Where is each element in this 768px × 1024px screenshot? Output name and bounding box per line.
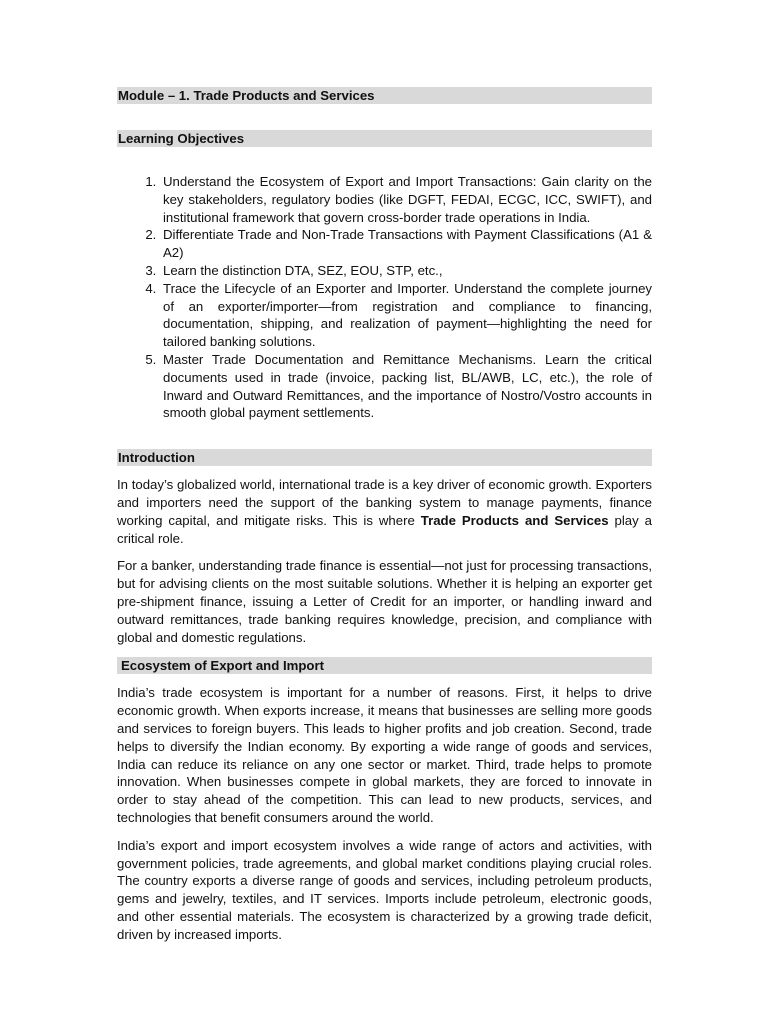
list-item: 4. Trace the Lifecycle of an Exporter and Importer. Understand the complete journey of an exporter/importer—from registration and compliance to financing, documentation, shipping, and realization of payment—highlighting the need for tailored banking solutions. <box>160 280 652 351</box>
ecosystem-paragraph-1: India’s trade ecosystem is important for a number of reasons. First, it helps to drive economic growth. When exports increase, it means that businesses are selling more goods and services to foreign buyers. This leads to higher profits and job creation. Second, trade helps to diversify the Indian economy. By exporting a wide range of goods and services, India can reduce its reliance on any one sector or market. Third, trade helps to promote innovation. When businesses compete in global markets, they are forced to innovate in order to stay ahead of the competition. This can lead to new products, services, and technologies that benefit consumers around the world. <box>117 685 652 825</box>
ecosystem-paragraph-2: India’s export and import ecosystem involves a wide range of actors and activities, with government policies, trade agreements, and global market conditions playing crucial roles. The country exports a diverse range of goods and services, including petroleum products, gems and jewelry, textiles, and IT services. Imports include petroleum, electronic goods, and other essential materials. The ecosystem is characterized by a growing trade deficit, driven by increased imports. <box>117 837 652 942</box>
ecosystem-heading: Ecosystem of Export and Import <box>117 657 652 674</box>
intro-text-end: play a critical role. <box>117 512 652 546</box>
module-title: Module – 1. Trade Products and Services <box>117 87 652 104</box>
intro-text: In today’s globalized world, international trade is a key driver of economic growth. Exporters and importers need the support of the banking system to manage payments, finance working capital, and mitigate risks. This is where <box>117 477 652 528</box>
learning-objectives-list <box>117 173 652 422</box>
list-item: 1. Understand the Ecosystem of Export and Import Transactions: Gain clarity on the key stakeholders, regulatory bodies (like DGFT, FEDAI, ECGC, ICC, SWIFT), and institutional framework that govern cross-border trade operations in India. <box>160 173 652 226</box>
document-page <box>117 87 652 943</box>
introduction-paragraph-2: For a banker, understanding trade finance is essential—not just for processing transactions, but for advising clients on the most suitable solutions. Whether it is helping an exporter get pre-shipment finance, issuing a Letter of Credit for an importer, or handling inward and outward remittances, trade banking requires knowledge, precision, and compliance with global and domestic regulations. <box>117 558 652 645</box>
list-item: 3. Learn the distinction DTA, SEZ, EOU, STP, etc., <box>160 262 652 280</box>
introduction-heading: Introduction <box>117 449 652 466</box>
intro-bold-text: Trade Products and Services <box>420 512 609 528</box>
introduction-paragraph-1 <box>117 476 652 547</box>
list-item: 5. Master Trade Documentation and Remittance Mechanisms. Learn the critical documents used in trade (invoice, packing list, BL/AWB, LC, etc.), the role of Inward and Outward Remittances, and the importance of Nostro/Vostro accounts in smooth global payment settlements. <box>160 351 652 422</box>
learning-objectives-heading: Learning Objectives <box>117 130 652 147</box>
list-item: 2. Differentiate Trade and Non-Trade Transactions with Payment Classifications (A1 & A2) <box>160 226 652 262</box>
